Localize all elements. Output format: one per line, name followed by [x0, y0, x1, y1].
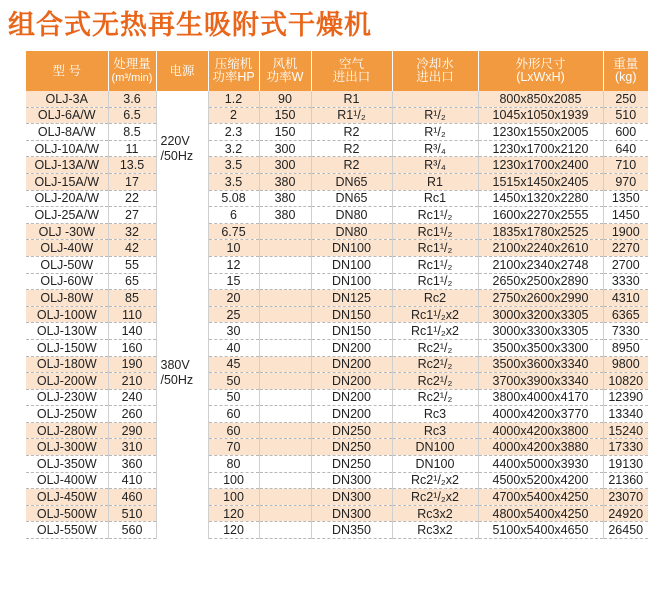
cell-air: DN80 [311, 207, 392, 224]
cell-dims: 4700x5400x4250 [478, 489, 603, 506]
table-row [26, 522, 648, 539]
cell-dims: 3500x3500x3300 [478, 339, 603, 356]
cell-air: DN250 [311, 456, 392, 473]
cell-fan [259, 406, 311, 423]
cell-dims: 3800x4000x4170 [478, 389, 603, 406]
table-row [26, 107, 648, 124]
cell-weight: 600 [603, 124, 648, 141]
cell-water: Rc1¹/₂x2 [392, 323, 478, 340]
cell-capacity: 210 [108, 373, 156, 390]
table-row [26, 406, 648, 423]
cell-model: OLJ-25A/W [26, 207, 108, 224]
cell-dims: 800x850x2085 [478, 91, 603, 107]
header-model: 型 号 [26, 51, 108, 91]
cell-hp: 1.2 [208, 91, 259, 107]
cell-water: Rc1 [392, 190, 478, 207]
cell-dims: 1230x1550x2005 [478, 124, 603, 141]
cell-hp: 6 [208, 207, 259, 224]
table-row [26, 306, 648, 323]
cell-air: DN150 [311, 323, 392, 340]
cell-air: DN300 [311, 505, 392, 522]
cell-model: OLJ-400W [26, 472, 108, 489]
cell-weight: 10820 [603, 373, 648, 390]
table-row [26, 207, 648, 224]
cell-weight: 24920 [603, 505, 648, 522]
cell-air: DN250 [311, 422, 392, 439]
cell-air: DN200 [311, 356, 392, 373]
table-row [26, 339, 648, 356]
cell-hp: 6.75 [208, 223, 259, 240]
cell-air: DN125 [311, 290, 392, 307]
cell-dims: 2100x2340x2748 [478, 256, 603, 273]
cell-water [392, 91, 478, 107]
cell-hp: 3.5 [208, 157, 259, 174]
cell-capacity: 3.6 [108, 91, 156, 107]
cell-fan [259, 339, 311, 356]
power-frequency: /50Hz [160, 372, 194, 387]
table-row [26, 356, 648, 373]
cell-hp: 120 [208, 505, 259, 522]
cell-fan: 150 [259, 107, 311, 124]
cell-water: Rc1¹/₂x2 [392, 306, 478, 323]
table-row [26, 290, 648, 307]
cell-fan [259, 389, 311, 406]
cell-capacity: 55 [108, 256, 156, 273]
cell-fan [259, 223, 311, 240]
spec-table [26, 51, 648, 539]
cell-fan [259, 422, 311, 439]
cell-dims: 1045x1050x1939 [478, 107, 603, 124]
cell-air: DN200 [311, 406, 392, 423]
cell-fan: 300 [259, 140, 311, 157]
cell-dims: 2750x2600x2990 [478, 290, 603, 307]
header-compressor: 压缩机 功率HP [208, 51, 259, 91]
power-supply-cell [156, 91, 208, 207]
cell-capacity: 190 [108, 356, 156, 373]
header-weight: 重量 (kg) [603, 51, 648, 91]
cell-water: R¹/₂ [392, 107, 478, 124]
cell-capacity: 6.5 [108, 107, 156, 124]
cell-model: OLJ-300W [26, 439, 108, 456]
cell-hp: 40 [208, 339, 259, 356]
cell-model: OLJ-350W [26, 456, 108, 473]
table-row [26, 472, 648, 489]
cell-hp: 2.3 [208, 124, 259, 141]
cell-hp: 10 [208, 240, 259, 257]
cell-hp: 3.2 [208, 140, 259, 157]
cell-model: OLJ-230W [26, 389, 108, 406]
cell-water: Rc3 [392, 422, 478, 439]
cell-hp: 5.08 [208, 190, 259, 207]
cell-weight: 23070 [603, 489, 648, 506]
cell-capacity: 140 [108, 323, 156, 340]
power-frequency: /50Hz [160, 148, 194, 163]
cell-fan: 150 [259, 124, 311, 141]
cell-weight: 1450 [603, 207, 648, 224]
cell-weight: 3330 [603, 273, 648, 290]
cell-capacity: 8.5 [108, 124, 156, 141]
cell-air: DN300 [311, 489, 392, 506]
cell-air: DN200 [311, 389, 392, 406]
cell-weight: 12390 [603, 389, 648, 406]
cell-water: Rc2¹/₂ [392, 356, 478, 373]
cell-dims: 3500x3600x3340 [478, 356, 603, 373]
cell-water: Rc2¹/₂x2 [392, 472, 478, 489]
cell-model: OLJ-150W [26, 339, 108, 356]
cell-water: Rc2¹/₂ [392, 339, 478, 356]
header-dimensions: 外形尺寸 (LxWxH) [478, 51, 603, 91]
cell-capacity: 560 [108, 522, 156, 539]
cell-capacity: 460 [108, 489, 156, 506]
cell-weight: 26450 [603, 522, 648, 539]
cell-air: DN80 [311, 223, 392, 240]
table-row [26, 240, 648, 257]
cell-hp: 100 [208, 472, 259, 489]
cell-hp: 50 [208, 373, 259, 390]
cell-weight: 6365 [603, 306, 648, 323]
cell-fan: 380 [259, 207, 311, 224]
cell-capacity: 13.5 [108, 157, 156, 174]
cell-fan [259, 290, 311, 307]
cell-model: OLJ -30W [26, 223, 108, 240]
cell-fan [259, 456, 311, 473]
cell-model: OLJ-20A/W [26, 190, 108, 207]
cell-fan [259, 505, 311, 522]
cell-weight: 13340 [603, 406, 648, 423]
cell-fan: 300 [259, 157, 311, 174]
cell-capacity: 17 [108, 173, 156, 190]
cell-fan [259, 240, 311, 257]
cell-weight: 640 [603, 140, 648, 157]
table-row [26, 190, 648, 207]
cell-model: OLJ-15A/W [26, 173, 108, 190]
cell-dims: 1230x1700x2400 [478, 157, 603, 174]
table-row [26, 505, 648, 522]
cell-capacity: 290 [108, 422, 156, 439]
table-body [26, 91, 648, 539]
cell-water: DN100 [392, 456, 478, 473]
cell-weight: 2700 [603, 256, 648, 273]
cell-weight: 250 [603, 91, 648, 107]
cell-fan [259, 356, 311, 373]
cell-fan [259, 522, 311, 539]
cell-capacity: 360 [108, 456, 156, 473]
cell-water: Rc1¹/₂ [392, 273, 478, 290]
cell-capacity: 310 [108, 439, 156, 456]
cell-hp: 25 [208, 306, 259, 323]
cell-water: Rc2¹/₂ [392, 373, 478, 390]
cell-air: R1¹/₂ [311, 107, 392, 124]
cell-weight: 1900 [603, 223, 648, 240]
cell-dims: 4800x5400x4250 [478, 505, 603, 522]
header-water: 冷却水 进出口 [392, 51, 478, 91]
header-fan: 风机 功率W [259, 51, 311, 91]
header-power-supply: 电源 [156, 51, 208, 91]
cell-fan [259, 273, 311, 290]
cell-dims: 1600x2270x2555 [478, 207, 603, 224]
cell-dims: 4500x5200x4200 [478, 472, 603, 489]
table-row [26, 323, 648, 340]
cell-capacity: 240 [108, 389, 156, 406]
table-header-row [26, 51, 648, 91]
cell-hp: 20 [208, 290, 259, 307]
table-row [26, 140, 648, 157]
cell-capacity: 410 [108, 472, 156, 489]
cell-water: R³/₄ [392, 157, 478, 174]
cell-dims: 2650x2500x2890 [478, 273, 603, 290]
cell-dims: 5100x5400x4650 [478, 522, 603, 539]
cell-model: OLJ-180W [26, 356, 108, 373]
cell-capacity: 27 [108, 207, 156, 224]
cell-hp: 15 [208, 273, 259, 290]
cell-fan [259, 439, 311, 456]
cell-model: OLJ-3A [26, 91, 108, 107]
cell-water: Rc2 [392, 290, 478, 307]
cell-model: OLJ-6A/W [26, 107, 108, 124]
cell-hp: 100 [208, 489, 259, 506]
cell-air: DN65 [311, 190, 392, 207]
cell-weight: 7330 [603, 323, 648, 340]
cell-capacity: 42 [108, 240, 156, 257]
cell-dims: 4000x4200x3800 [478, 422, 603, 439]
table-row [26, 256, 648, 273]
cell-air: DN200 [311, 339, 392, 356]
cell-model: OLJ-200W [26, 373, 108, 390]
cell-air: DN350 [311, 522, 392, 539]
cell-air: R2 [311, 140, 392, 157]
cell-hp: 3.5 [208, 173, 259, 190]
cell-fan [259, 373, 311, 390]
cell-model: OLJ-130W [26, 323, 108, 340]
cell-model: OLJ-80W [26, 290, 108, 307]
cell-water: Rc2¹/₂x2 [392, 489, 478, 506]
cell-weight: 710 [603, 157, 648, 174]
cell-model: OLJ-60W [26, 273, 108, 290]
cell-weight: 2270 [603, 240, 648, 257]
cell-dims: 4400x5000x3930 [478, 456, 603, 473]
cell-dims: 1515x1450x2405 [478, 173, 603, 190]
cell-dims: 1450x1320x2280 [478, 190, 603, 207]
cell-model: OLJ-280W [26, 422, 108, 439]
cell-water: Rc1¹/₂ [392, 256, 478, 273]
cell-model: OLJ-550W [26, 522, 108, 539]
cell-water: Rc3x2 [392, 522, 478, 539]
cell-capacity: 110 [108, 306, 156, 323]
table-row [26, 373, 648, 390]
table-row [26, 157, 648, 174]
cell-dims: 3700x3900x3340 [478, 373, 603, 390]
cell-hp: 60 [208, 422, 259, 439]
cell-weight: 21360 [603, 472, 648, 489]
cell-air: DN65 [311, 173, 392, 190]
cell-model: OLJ-100W [26, 306, 108, 323]
cell-fan: 90 [259, 91, 311, 107]
cell-water: Rc1¹/₂ [392, 207, 478, 224]
cell-hp: 60 [208, 406, 259, 423]
cell-weight: 510 [603, 107, 648, 124]
cell-water: R1 [392, 173, 478, 190]
cell-weight: 970 [603, 173, 648, 190]
cell-hp: 45 [208, 356, 259, 373]
cell-fan: 380 [259, 190, 311, 207]
cell-air: DN150 [311, 306, 392, 323]
page-title: 组合式无热再生吸附式干燥机 [8, 10, 372, 40]
cell-weight: 4310 [603, 290, 648, 307]
cell-water: DN100 [392, 439, 478, 456]
cell-model: OLJ-50W [26, 256, 108, 273]
table-row [26, 439, 648, 456]
cell-air: R2 [311, 157, 392, 174]
cell-weight: 19130 [603, 456, 648, 473]
cell-capacity: 160 [108, 339, 156, 356]
cell-capacity: 260 [108, 406, 156, 423]
cell-fan [259, 256, 311, 273]
cell-water: Rc2¹/₂ [392, 389, 478, 406]
cell-water: Rc1¹/₂ [392, 240, 478, 257]
power-voltage: 380V [160, 357, 190, 372]
cell-water: Rc3 [392, 406, 478, 423]
table-row [26, 422, 648, 439]
cell-fan: 380 [259, 173, 311, 190]
cell-model: OLJ-250W [26, 406, 108, 423]
cell-model: OLJ-450W [26, 489, 108, 506]
cell-hp: 70 [208, 439, 259, 456]
cell-air: DN100 [311, 240, 392, 257]
cell-capacity: 85 [108, 290, 156, 307]
cell-hp: 120 [208, 522, 259, 539]
cell-weight: 17330 [603, 439, 648, 456]
cell-weight: 15240 [603, 422, 648, 439]
table-row [26, 489, 648, 506]
cell-model: OLJ-40W [26, 240, 108, 257]
cell-model: OLJ-500W [26, 505, 108, 522]
cell-water: R³/₄ [392, 140, 478, 157]
cell-model: OLJ-10A/W [26, 140, 108, 157]
cell-capacity: 510 [108, 505, 156, 522]
cell-weight: 8950 [603, 339, 648, 356]
table-row [26, 273, 648, 290]
cell-capacity: 65 [108, 273, 156, 290]
table-row [26, 223, 648, 240]
cell-air: DN250 [311, 439, 392, 456]
cell-hp: 30 [208, 323, 259, 340]
power-voltage: 220V [160, 133, 190, 148]
table-row [26, 124, 648, 141]
cell-air: R1 [311, 91, 392, 107]
cell-air: R2 [311, 124, 392, 141]
cell-dims: 1835x1780x2525 [478, 223, 603, 240]
cell-hp: 80 [208, 456, 259, 473]
cell-water: Rc1¹/₂ [392, 223, 478, 240]
cell-hp: 2 [208, 107, 259, 124]
cell-capacity: 32 [108, 223, 156, 240]
table-row [26, 173, 648, 190]
cell-dims: 1230x1700x2120 [478, 140, 603, 157]
cell-water: R¹/₂ [392, 124, 478, 141]
cell-model: OLJ-8A/W [26, 124, 108, 141]
cell-dims: 3000x3300x3305 [478, 323, 603, 340]
cell-air: DN100 [311, 256, 392, 273]
cell-dims: 4000x4200x3880 [478, 439, 603, 456]
power-supply-cell [156, 207, 208, 539]
cell-dims: 3000x3200x3305 [478, 306, 603, 323]
cell-fan [259, 472, 311, 489]
cell-weight: 1350 [603, 190, 648, 207]
cell-air: DN100 [311, 273, 392, 290]
cell-air: DN200 [311, 373, 392, 390]
cell-hp: 12 [208, 256, 259, 273]
cell-model: OLJ-13A/W [26, 157, 108, 174]
cell-fan [259, 323, 311, 340]
cell-hp: 50 [208, 389, 259, 406]
cell-water: Rc3x2 [392, 505, 478, 522]
header-air: 空气 进出口 [311, 51, 392, 91]
table-row [26, 389, 648, 406]
cell-fan [259, 306, 311, 323]
header-capacity: 处理量 (m³/min) [108, 51, 156, 91]
cell-dims: 4000x4200x3770 [478, 406, 603, 423]
cell-dims: 2100x2240x2610 [478, 240, 603, 257]
table-row [26, 456, 648, 473]
table-row [26, 91, 648, 107]
cell-weight: 9800 [603, 356, 648, 373]
cell-fan [259, 489, 311, 506]
cell-capacity: 11 [108, 140, 156, 157]
cell-capacity: 22 [108, 190, 156, 207]
cell-air: DN300 [311, 472, 392, 489]
